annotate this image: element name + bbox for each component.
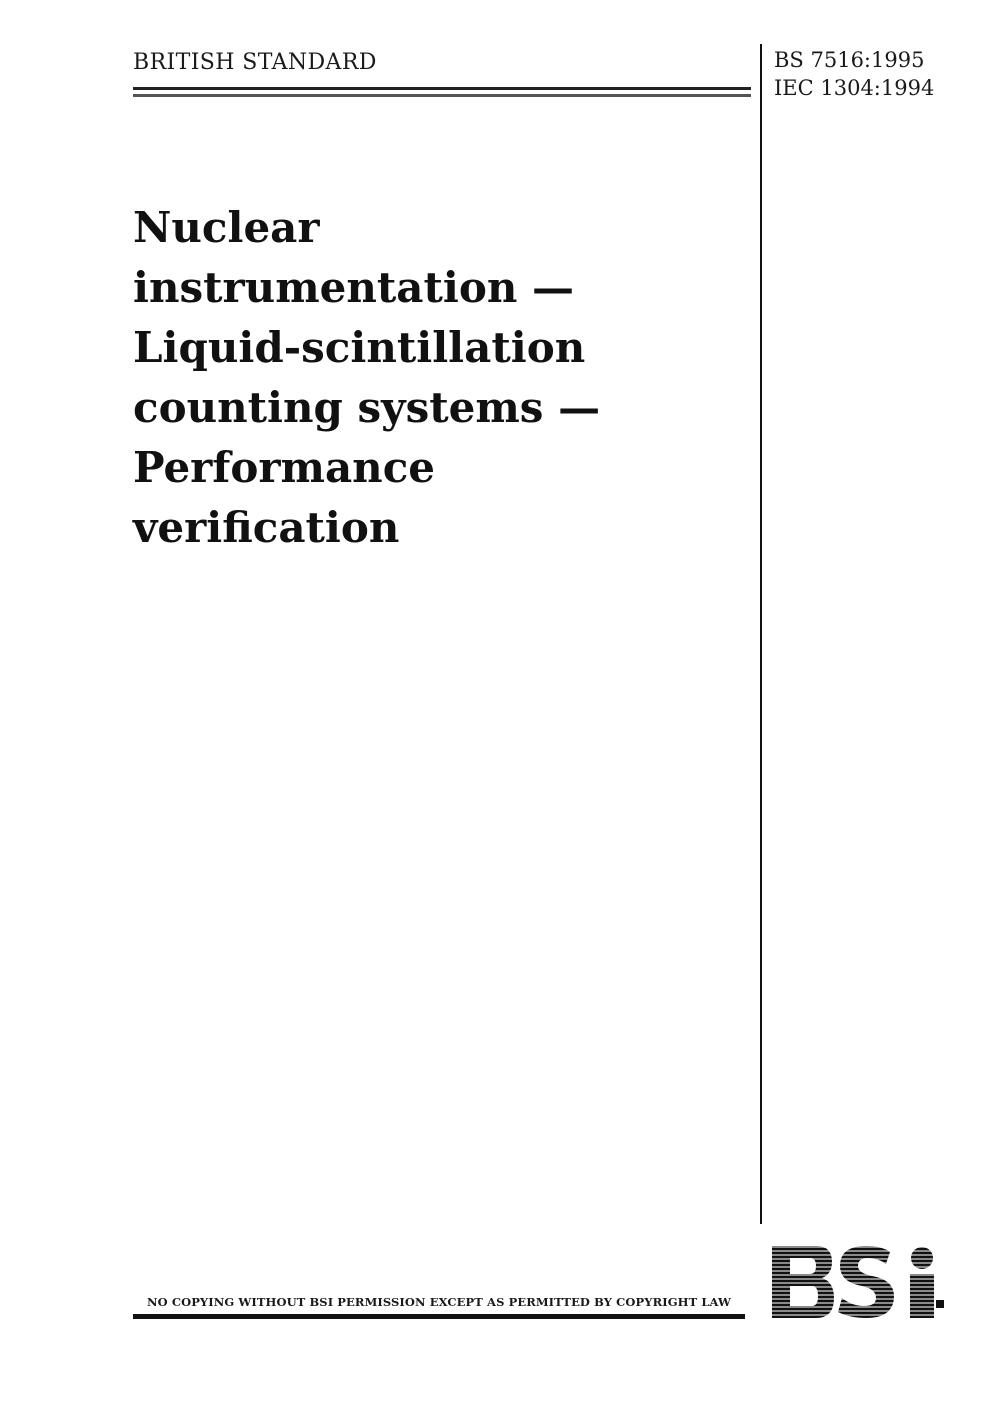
iec-number: IEC 1304:1994 <box>774 76 935 100</box>
standard-numbers <box>774 46 934 102</box>
margin-divider <box>760 44 762 1224</box>
bs-number: BS 7516:1995 <box>774 48 925 72</box>
header-rule-top <box>133 87 751 90</box>
title-line: Nuclear <box>133 203 320 252</box>
title-line: Performance <box>133 443 435 492</box>
title-line: Liquid-scintillation <box>133 323 586 372</box>
title-line: verification <box>133 503 400 552</box>
header-rule-bottom <box>133 94 751 97</box>
footer-rule <box>133 1314 745 1319</box>
document-title <box>133 198 733 558</box>
standard-series-label: BRITISH STANDARD <box>133 50 377 75</box>
copyright-notice: NO COPYING WITHOUT BSI PERMISSION EXCEPT AS PERMITTED BY COPYRIGHT LAW <box>146 1295 732 1309</box>
bsi-logo-icon <box>770 1244 946 1320</box>
title-line: counting systems — <box>133 383 601 432</box>
title-line: instrumentation — <box>133 263 575 312</box>
